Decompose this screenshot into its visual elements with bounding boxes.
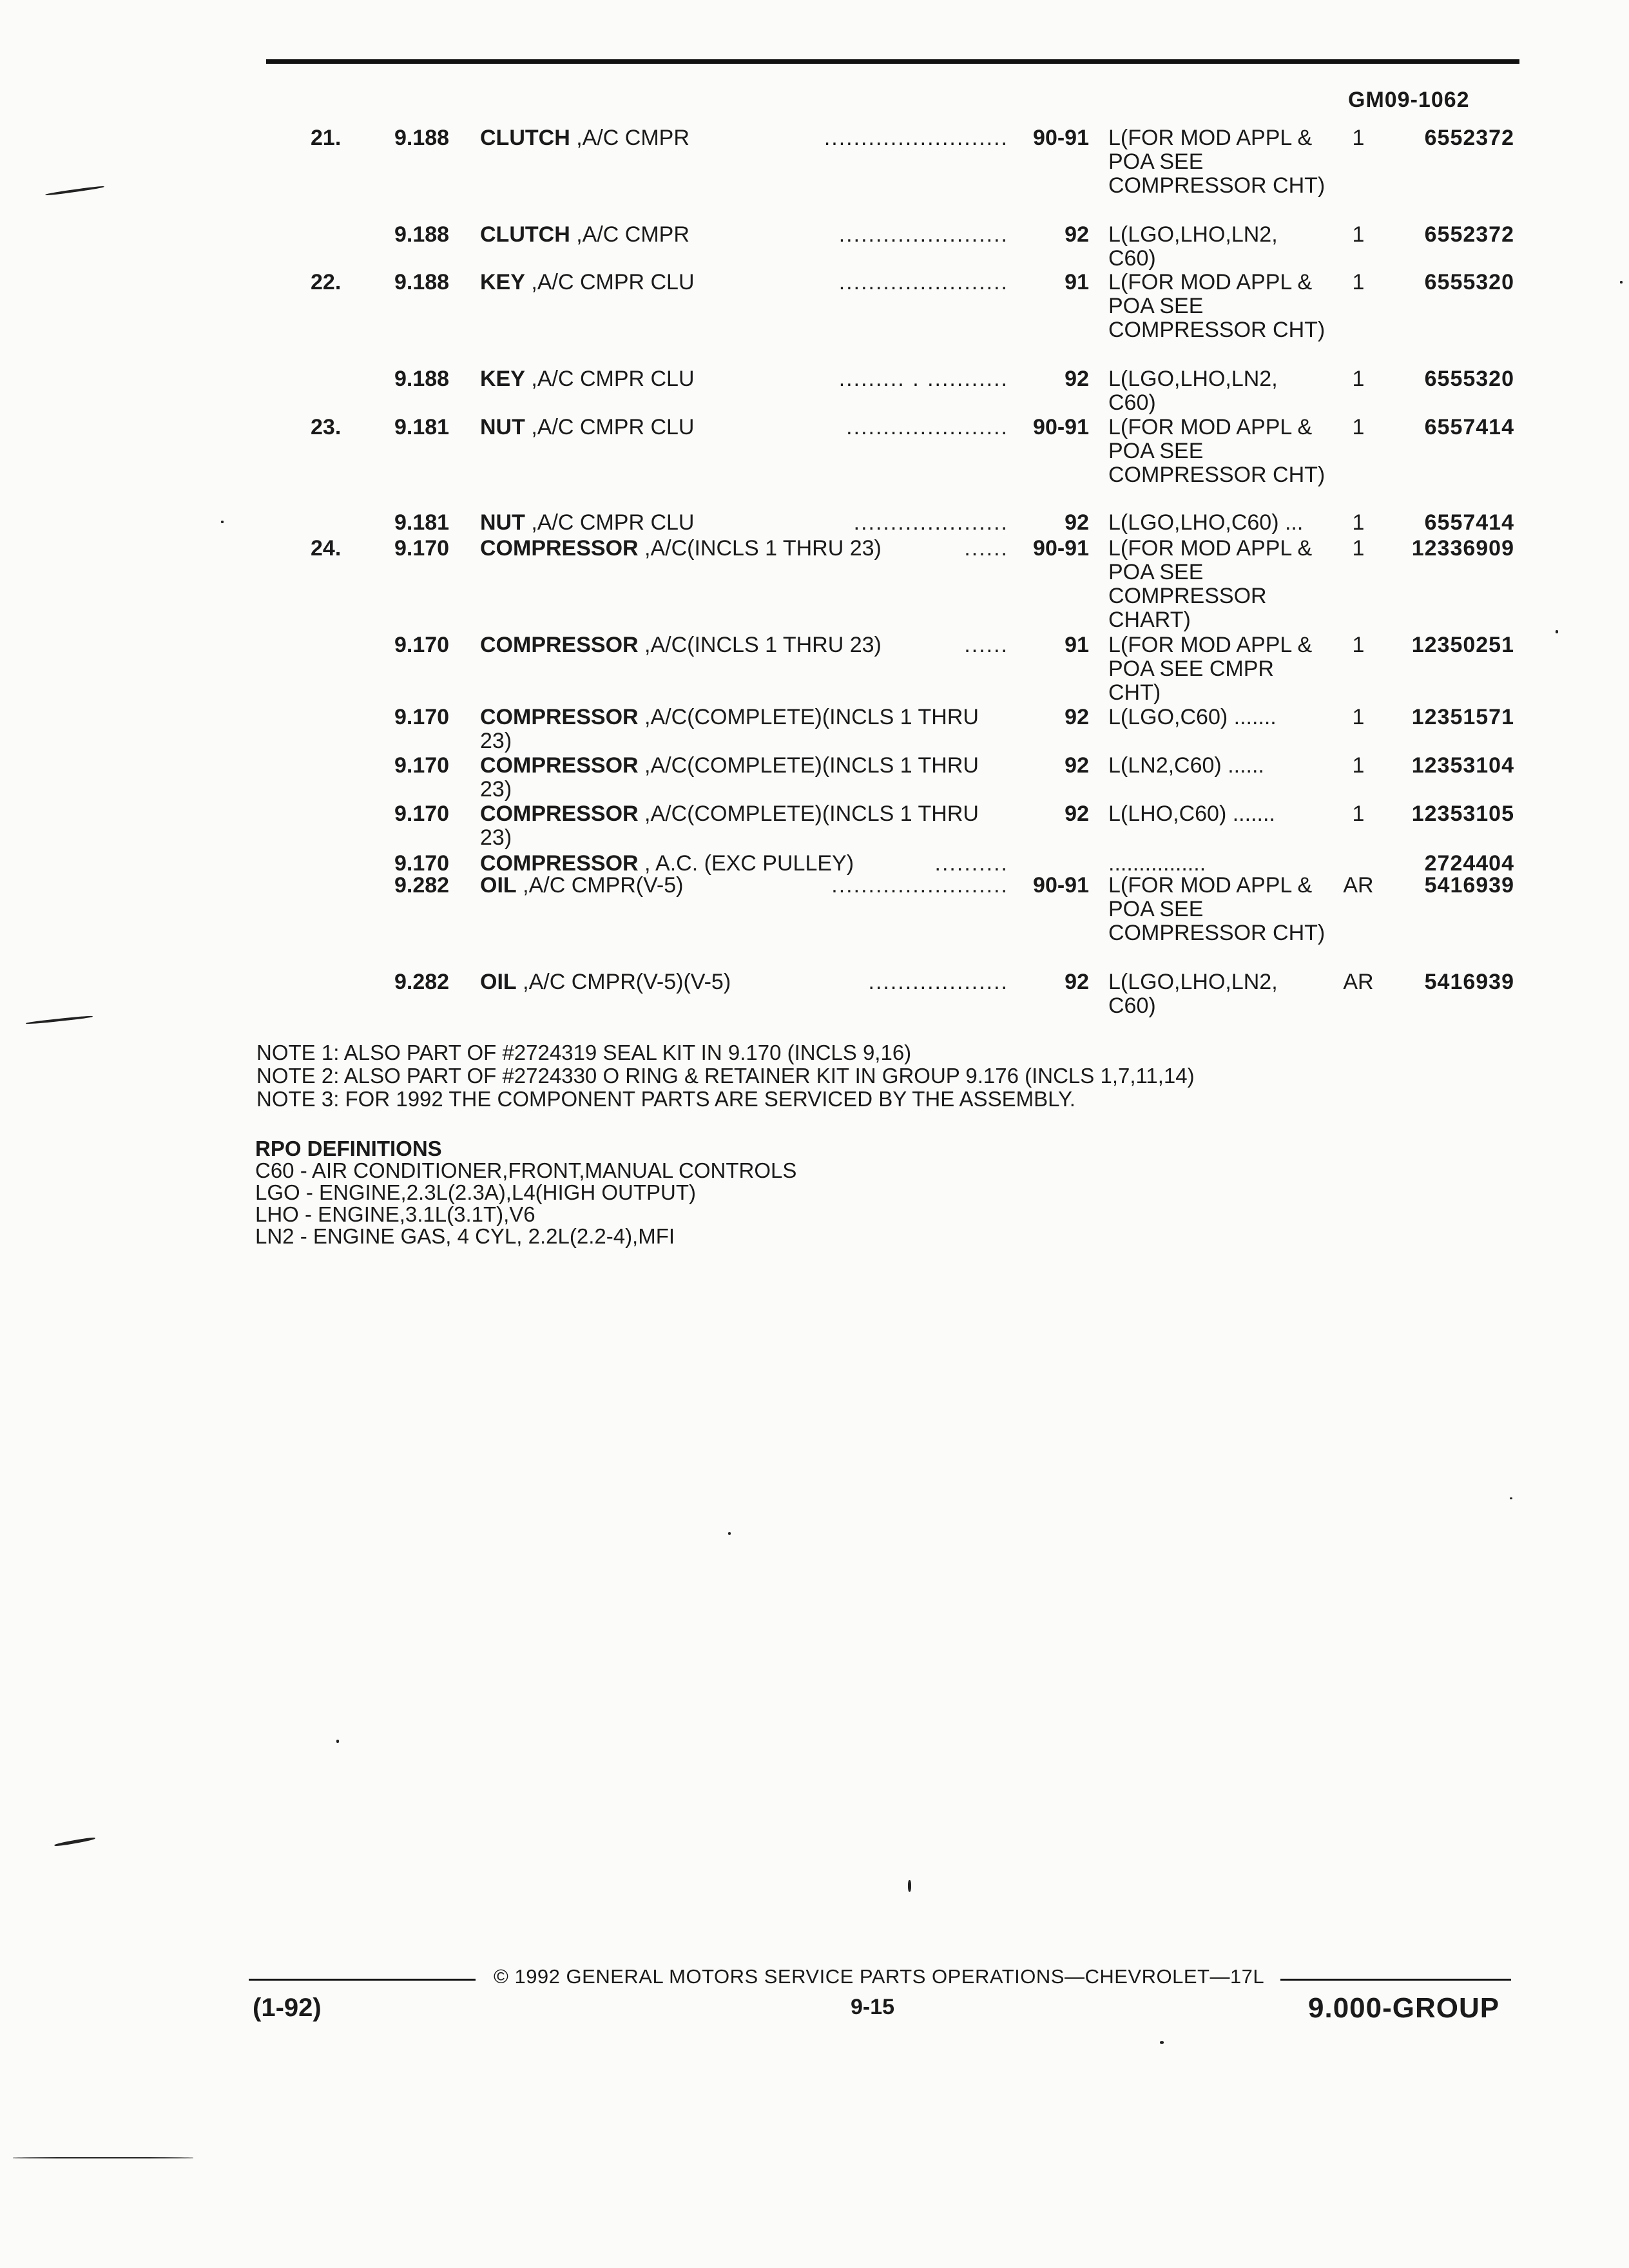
model-years: 91 — [1065, 633, 1089, 657]
scan-mark — [728, 1532, 731, 1535]
part-number: 12351571 — [1411, 705, 1514, 729]
part-detail: ,A/C(COMPLETE)(INCLS 1 THRU 23) — [480, 802, 979, 850]
part-number: 12353104 — [1411, 753, 1514, 778]
group-number: 9.170 — [394, 802, 450, 826]
quantity: 1 — [1352, 126, 1365, 150]
model-years: 90-91 — [1033, 873, 1089, 898]
rpo-item: LGO - ENGINE,2.3L(2.3A),L4(HIGH OUTPUT) — [255, 1180, 696, 1204]
model-years: 92 — [1065, 510, 1089, 535]
group-number: 9.170 — [394, 753, 450, 778]
usage: L(LGO,C60) ....... — [1108, 705, 1277, 729]
model-years: 92 — [1065, 802, 1089, 826]
rpo-item: LHO - ENGINE,3.1L(3.1T),V6 — [255, 1202, 535, 1226]
group-number: 9.170 — [394, 633, 450, 657]
quantity: AR — [1343, 970, 1374, 994]
quantity: 1 — [1352, 802, 1365, 826]
usage: L(LGO,LHO,C60) ... — [1108, 510, 1304, 535]
usage: L(FOR MOD APPL & POA SEE COMPRESSOR CHT) — [1108, 415, 1325, 487]
part-number: 6557414 — [1424, 510, 1514, 535]
part-detail: ,A/C CMPR CLU — [525, 415, 695, 439]
group-number: 9.181 — [394, 415, 450, 439]
group-number: 9.188 — [394, 222, 450, 247]
part-detail: ,A/C(INCLS 1 THRU 23) — [638, 633, 882, 657]
usage: L(LGO,LHO,LN2, C60) — [1108, 367, 1278, 415]
footer-date: (1-92) — [253, 1994, 322, 2022]
note-line: NOTE 1: ALSO PART OF #2724319 SEAL KIT IN 9.170 (INCLS 9,16) — [256, 1041, 912, 1064]
model-years: 90-91 — [1033, 126, 1089, 150]
part-detail: ,A/C(COMPLETE)(INCLS 1 THRU 23) — [480, 753, 979, 802]
model-years: 92 — [1065, 222, 1089, 247]
note-line: NOTE 2: ALSO PART OF #2724330 O RING & RETAINER KIT IN GROUP 9.176 (INCLS 1,7,11,14) — [256, 1064, 1195, 1088]
part-name: OIL — [480, 873, 517, 898]
part-detail: ,A/C CMPR CLU — [525, 270, 695, 294]
scan-mark — [336, 1740, 339, 1743]
part-number: 12336909 — [1411, 536, 1514, 561]
scan-mark — [908, 1880, 911, 1892]
leader-dots: ....................... — [838, 271, 1008, 294]
model-years: 90-91 — [1033, 415, 1089, 439]
part-detail: ,A/C CMPR(V-5)(V-5) — [516, 970, 731, 994]
rpo-title: RPO DEFINITIONS — [255, 1137, 442, 1160]
model-years: 91 — [1065, 270, 1089, 294]
part-name: KEY — [480, 367, 525, 391]
part-number: 5416939 — [1424, 970, 1514, 994]
leader-dots: ..................... — [853, 511, 1008, 535]
part-name: COMPRESSOR — [480, 802, 639, 826]
document-code: GM09-1062 — [1348, 88, 1470, 112]
part-name: COMPRESSOR — [480, 705, 639, 729]
group-number: 9.188 — [394, 126, 450, 150]
part-name: COMPRESSOR — [480, 633, 639, 657]
part-number: 5416939 — [1424, 873, 1514, 898]
scan-mark — [1510, 1497, 1512, 1499]
usage: L(FOR MOD APPL & POA SEE CMPR CHT) — [1108, 633, 1313, 705]
usage: L(LHO,C60) ....... — [1108, 802, 1275, 826]
usage: L(LN2,C60) ...... — [1108, 753, 1264, 778]
part-detail: ,A/C CMPR CLU — [525, 367, 695, 391]
quantity: 1 — [1352, 753, 1365, 778]
quantity: 1 — [1352, 633, 1365, 657]
rpo-item: C60 - AIR CONDITIONER,FRONT,MANUAL CONTROLS — [255, 1158, 797, 1182]
part-name: CLUTCH — [480, 126, 570, 150]
model-years: 92 — [1065, 970, 1089, 994]
part-detail: ,A/C(INCLS 1 THRU 23) — [638, 536, 882, 561]
group-number: 9.188 — [394, 367, 450, 391]
scan-mark — [1160, 2041, 1164, 2044]
scan-mark — [1556, 630, 1558, 633]
leader-dots: ......................... — [824, 126, 1008, 150]
model-years: 92 — [1065, 705, 1089, 729]
usage: L(LGO,LHO,LN2, C60) — [1108, 970, 1278, 1018]
quantity: 1 — [1352, 415, 1365, 439]
footer-rule-left — [249, 1979, 476, 1981]
model-years: 90-91 — [1033, 536, 1089, 561]
usage: L(LGO,LHO,LN2, C60) — [1108, 222, 1278, 271]
rpo-item: LN2 - ENGINE GAS, 4 CYL, 2.2L(2.2-4),MFI — [255, 1224, 675, 1248]
part-number: 6557414 — [1424, 415, 1514, 439]
item-number: 22. — [311, 270, 342, 294]
leader-dots: ...... — [964, 537, 1008, 561]
quantity: AR — [1343, 873, 1374, 898]
part-name: NUT — [480, 510, 525, 535]
part-detail: ,A/C CMPR — [570, 222, 689, 247]
model-years: 92 — [1065, 367, 1089, 391]
scan-mark — [54, 1836, 95, 1847]
part-detail: , A.C. (EXC PULLEY) — [638, 851, 854, 876]
footer-group: 9.000-GROUP — [1308, 1992, 1500, 2024]
usage: L(FOR MOD APPL & POA SEE COMPRESSOR CHART) — [1108, 536, 1313, 632]
part-number: 6555320 — [1424, 367, 1514, 391]
leader-dots: ......... . ........... — [838, 367, 1008, 391]
leader-dots: ...... — [964, 633, 1008, 657]
leader-dots: .......... — [934, 852, 1008, 876]
part-number: 6552372 — [1424, 222, 1514, 247]
part-number: 6552372 — [1424, 126, 1514, 150]
quantity: 1 — [1352, 536, 1365, 561]
part-detail: ,A/C CMPR — [570, 126, 689, 150]
quantity: 1 — [1352, 270, 1365, 294]
scan-mark — [26, 1015, 93, 1025]
usage: ................ — [1108, 851, 1206, 876]
quantity: 1 — [1352, 705, 1365, 729]
part-name: KEY — [480, 270, 525, 294]
scan-mark — [221, 521, 224, 523]
quantity: 1 — [1352, 222, 1365, 247]
leader-dots: ........................ — [831, 874, 1008, 898]
part-detail: ,A/C(COMPLETE)(INCLS 1 THRU 23) — [480, 705, 979, 753]
part-name: COMPRESSOR — [480, 536, 639, 561]
group-number: 9.170 — [394, 705, 450, 729]
leader-dots: ...................... — [846, 416, 1008, 439]
item-number: 21. — [311, 126, 342, 150]
usage: L(FOR MOD APPL & POA SEE COMPRESSOR CHT) — [1108, 126, 1325, 198]
part-name: OIL — [480, 970, 517, 994]
part-number: 6555320 — [1424, 270, 1514, 294]
leader-dots: ................... — [868, 970, 1008, 994]
part-number: 12353105 — [1411, 802, 1514, 826]
group-number: 9.282 — [394, 873, 450, 898]
group-number: 9.188 — [394, 270, 450, 294]
page-number: 9-15 — [851, 1995, 895, 2019]
part-number: 2724404 — [1424, 851, 1514, 876]
usage: L(FOR MOD APPL & POA SEE COMPRESSOR CHT) — [1108, 873, 1325, 945]
part-detail: ,A/C CMPR CLU — [525, 510, 695, 535]
model-years: 92 — [1065, 753, 1089, 778]
part-number: 12350251 — [1411, 633, 1514, 657]
quantity: 1 — [1352, 510, 1365, 535]
scan-mark — [1620, 281, 1623, 284]
quantity: 1 — [1352, 367, 1365, 391]
footer-rule-right — [1280, 1979, 1511, 1981]
scan-mark — [13, 2157, 193, 2158]
note-line: NOTE 3: FOR 1992 THE COMPONENT PARTS ARE SERVICED BY THE ASSEMBLY. — [256, 1087, 1075, 1111]
leader-dots: ....................... — [838, 223, 1008, 247]
item-number: 23. — [311, 415, 342, 439]
item-number: 24. — [311, 536, 342, 561]
group-number: 9.170 — [394, 536, 450, 561]
part-name: COMPRESSOR — [480, 851, 639, 876]
part-detail: ,A/C CMPR(V-5) — [516, 873, 684, 898]
group-number: 9.170 — [394, 851, 450, 876]
footer-copyright: © 1992 GENERAL MOTORS SERVICE PARTS OPERATIONS—CHEVROLET—17L — [494, 1965, 1265, 1988]
usage: L(FOR MOD APPL & POA SEE COMPRESSOR CHT) — [1108, 270, 1325, 342]
part-name: COMPRESSOR — [480, 753, 639, 778]
group-number: 9.181 — [394, 510, 450, 535]
part-name: CLUTCH — [480, 222, 570, 247]
part-name: NUT — [480, 415, 525, 439]
scan-mark — [45, 186, 104, 197]
group-number: 9.282 — [394, 970, 450, 994]
